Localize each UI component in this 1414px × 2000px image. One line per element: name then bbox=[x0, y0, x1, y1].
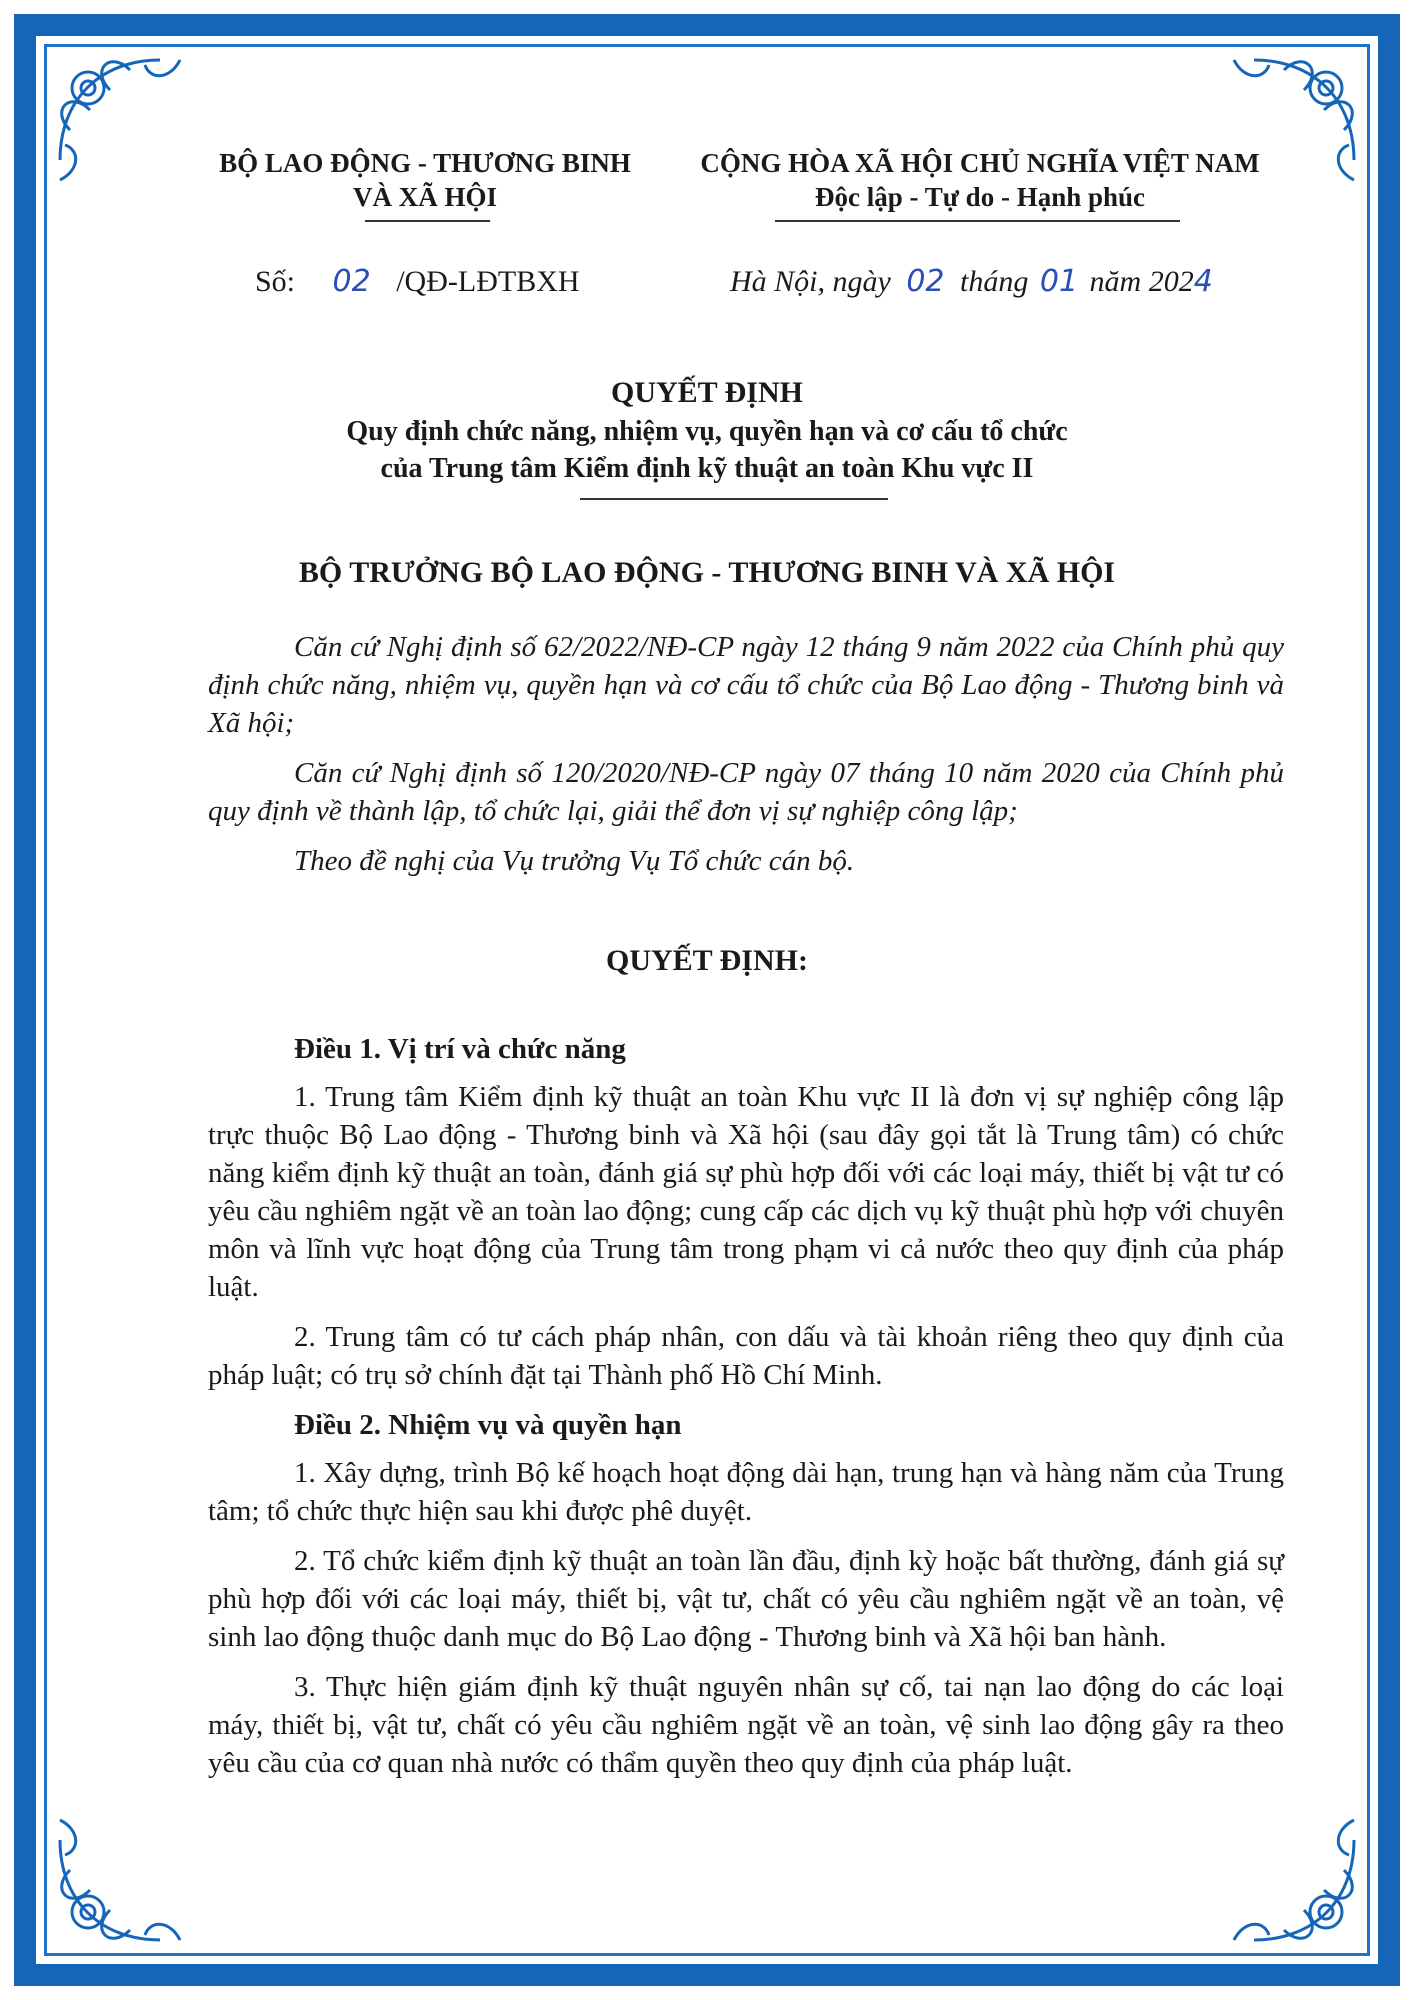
preamble bbox=[208, 628, 1284, 892]
decision-heading: QUYẾT ĐỊNH: bbox=[606, 944, 808, 977]
date-year-label: năm 202 bbox=[1089, 265, 1194, 298]
article-1-paragraph-1: 1. Trung tâm Kiểm định kỹ thuật an toàn Khu vực II là đơn vị sự nghiệp công lập trực thuộc Bộ Lao động - Thương binh và Xã hội (sau đây gọi tắt là Trung tâm) có chức năng kiểm định kỹ thuật an toàn, đánh giá sự phù hợp đối với các loại máy, thiết bị vật tư có yêu cầu nghiêm ngặt về an toàn lao động; cung cấp các dịch vụ kỹ thuật phù hợp với chuyên môn và lĩnh vực hoạt động của Trung tâm trong phạm vi cả nước theo quy định của pháp luật. bbox=[208, 1081, 1284, 1303]
ornament-corner-icon bbox=[40, 40, 190, 190]
preamble-paragraph: Căn cứ Nghị định số 120/2020/NĐ-CP ngày 07 tháng 10 năm 2020 của Chính phủ quy định về thành lập, tổ chức lại, giải thể đơn vị sự nghiệp công lập; bbox=[208, 757, 1284, 827]
article-2-paragraph-1: 1. Xây dựng, trình Bộ kế hoạch hoạt động dài hạn, trung hạn và hàng năm của Trung tâm; tổ chức thực hiện sau khi được phê duyệt. bbox=[208, 1457, 1284, 1527]
ministry-line-2: VÀ XÃ HỘI bbox=[352, 182, 497, 212]
country-header bbox=[670, 146, 1290, 214]
title-underline bbox=[580, 498, 888, 500]
country-motto: Độc lập - Tự do - Hạnh phúc bbox=[814, 182, 1146, 212]
article-2-paragraph-3: 3. Thực hiện giám định kỹ thuật nguyên nhân sự cố, tai nạn lao động do các loại máy, thiết bị, vật tư, chất có yêu cầu nghiêm ngặt về an toàn, vệ sinh lao động gây ra theo yêu cầu của cơ quan nhà nước có thẩm quyền theo quy định của pháp luật. bbox=[208, 1671, 1284, 1779]
date-prefix: Hà Nội, ngày bbox=[730, 265, 891, 298]
decision-title: QUYẾT ĐỊNH bbox=[611, 376, 803, 409]
number-suffix: /QĐ-LĐTBXH bbox=[396, 265, 580, 298]
handwritten-day: 02 bbox=[906, 264, 945, 299]
document-date bbox=[730, 264, 1213, 299]
handwritten-month: 01 bbox=[1039, 264, 1079, 299]
article-2-paragraph-2: 2. Tổ chức kiểm định kỹ thuật an toàn lần đầu, định kỳ hoặc bất thường, đánh giá sự phù hợp đối với các loại máy, thiết bị, vật tư, chất có yêu cầu nghiêm ngặt về an toàn, vệ sinh lao động thuộc danh mục do Bộ Lao động - Thương binh và Xã hội ban hành. bbox=[208, 1545, 1284, 1653]
motto-underline bbox=[775, 220, 1180, 222]
decision-subtitle-line-2: của Trung tâm Kiểm định kỹ thuật an toàn Khu vực II bbox=[380, 453, 1034, 484]
handwritten-number: 02 bbox=[332, 264, 371, 299]
document-number bbox=[255, 264, 580, 299]
preamble-paragraph: Theo đề nghị của Vụ trưởng Vụ Tổ chức cán bộ. bbox=[294, 845, 855, 877]
ministry-line-1: BỘ LAO ĐỘNG - THƯƠNG BINH bbox=[219, 148, 631, 178]
article-1-title: Điều 1. Vị trí và chức năng bbox=[294, 1033, 626, 1065]
handwritten-year-digit: 4 bbox=[1193, 264, 1213, 299]
ministry-underline bbox=[365, 220, 490, 222]
articles bbox=[208, 1030, 1284, 1794]
issuing-authority: BỘ TRƯỞNG BỘ LAO ĐỘNG - THƯƠNG BINH VÀ XÃ HỘI bbox=[298, 556, 1116, 589]
ornament-corner-icon bbox=[40, 1810, 190, 1960]
preamble-paragraph: Căn cứ Nghị định số 62/2022/NĐ-CP ngày 12 tháng 9 năm 2022 của Chính phủ quy định chức năng, nhiệm vụ, quyền hạn và cơ cấu tổ chức của Bộ Lao động - Thương binh và Xã hội; bbox=[208, 631, 1284, 739]
ornament-corner-icon bbox=[1224, 1810, 1374, 1960]
decision-subtitle-line-1: Quy định chức năng, nhiệm vụ, quyền hạn và cơ cấu tổ chức bbox=[346, 416, 1068, 447]
ministry-header bbox=[200, 146, 650, 214]
article-2-title: Điều 2. Nhiệm vụ và quyền hạn bbox=[294, 1409, 682, 1441]
number-prefix: Số: bbox=[255, 265, 296, 298]
country-line-1: CỘNG HÒA XÃ HỘI CHỦ NGHĨA VIỆT NAM bbox=[700, 148, 1260, 178]
date-month-label: tháng bbox=[960, 265, 1029, 298]
article-1-paragraph-2: 2. Trung tâm có tư cách pháp nhân, con dấu và tài khoản riêng theo quy định của pháp luật; có trụ sở chính đặt tại Thành phố Hồ Chí Minh. bbox=[208, 1321, 1284, 1391]
